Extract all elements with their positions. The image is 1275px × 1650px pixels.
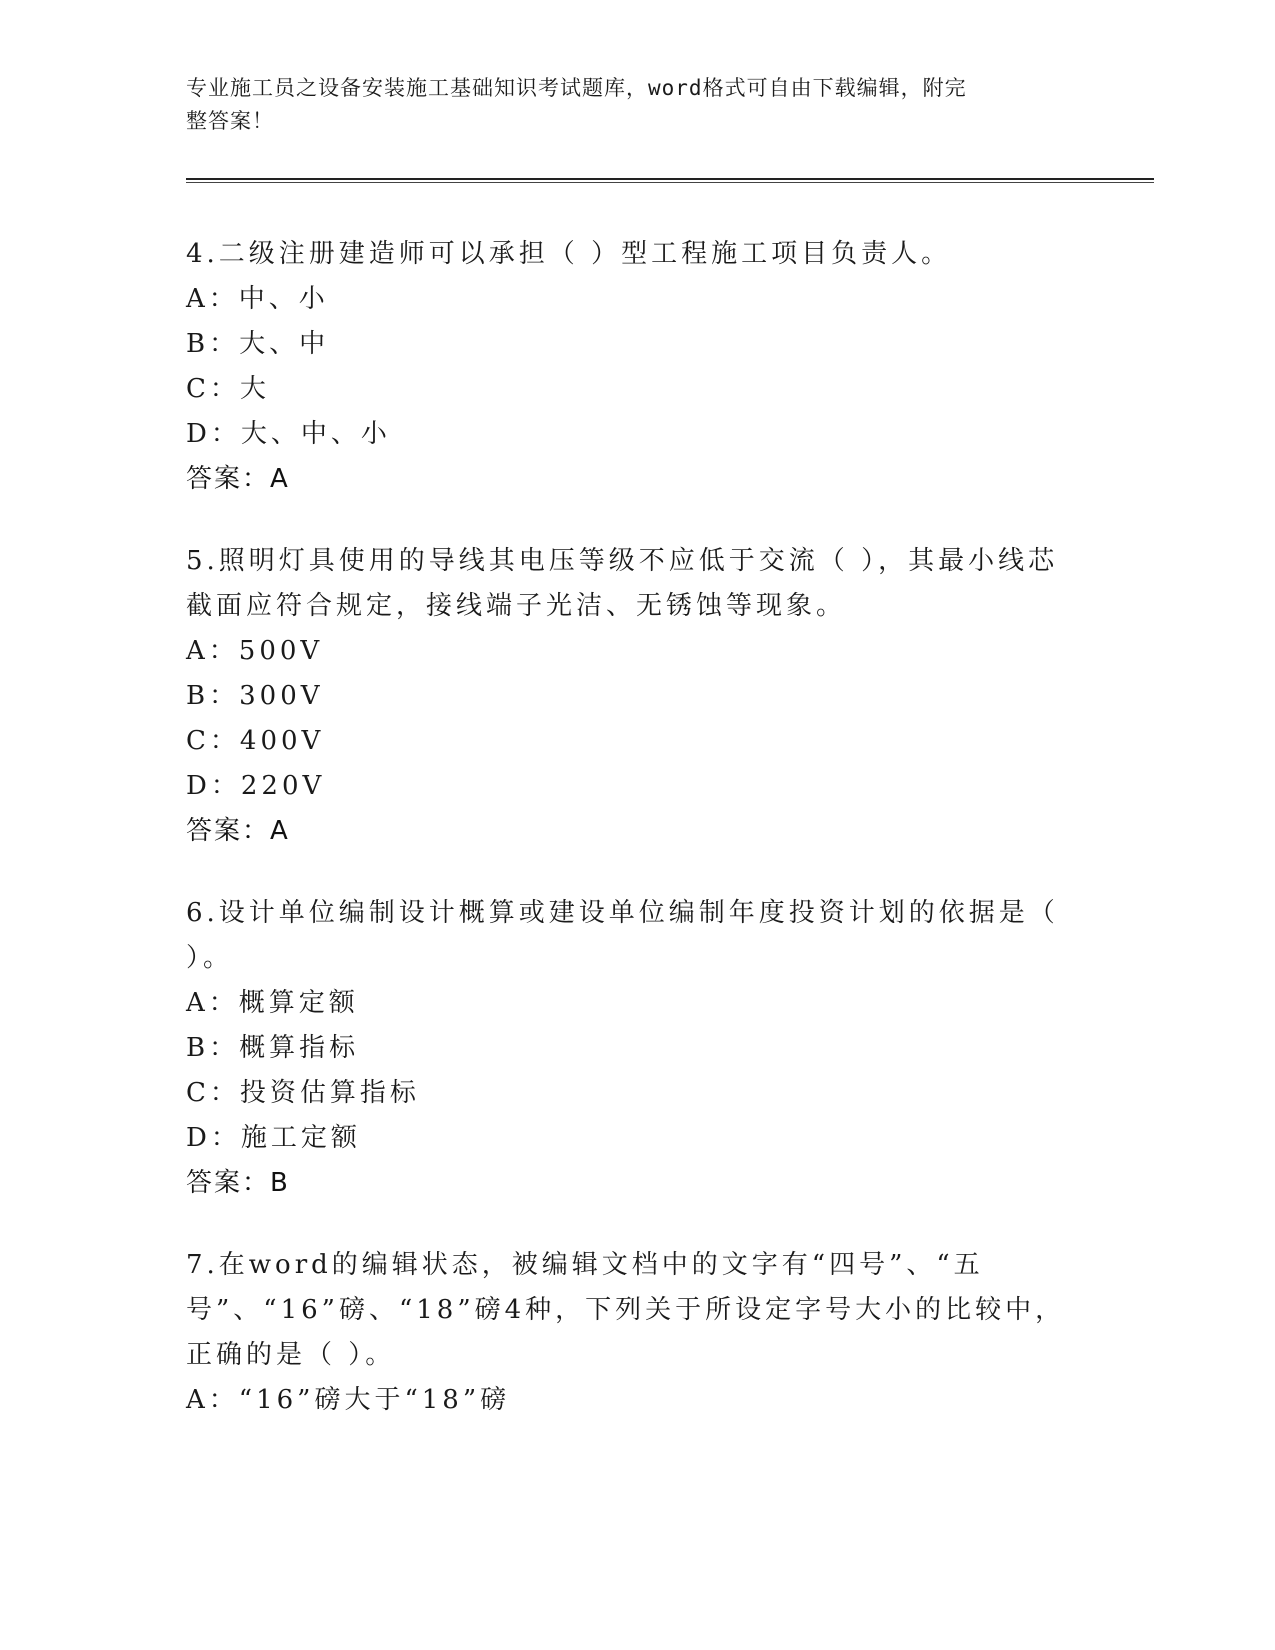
option-key: D： <box>186 1123 241 1153</box>
option-a <box>186 981 1086 1026</box>
option-key: C： <box>186 1078 240 1108</box>
option-c <box>186 367 1086 412</box>
option-b <box>186 322 1086 367</box>
question-6 <box>186 891 1086 1206</box>
question-text: 4.二级注册建造师可以承担（ ）型工程施工项目负责人。 <box>186 239 952 269</box>
option-key: A： <box>186 636 239 666</box>
question-list <box>186 232 1086 1460</box>
option-key: A： <box>186 1385 239 1415</box>
answer-line: 答案：B <box>186 1168 290 1198</box>
document-header <box>186 72 1066 138</box>
header-line-1: 专业施工员之设备安装施工基础知识考试题库，word格式可自由下载编辑，附完 <box>186 76 967 100</box>
option-text: 大、中 <box>239 329 330 359</box>
option-a <box>186 629 1086 674</box>
option-c <box>186 1071 1086 1116</box>
option-text: 投资估算指标 <box>239 1078 420 1108</box>
option-key: D： <box>186 771 241 801</box>
option-a <box>186 277 1086 322</box>
option-b <box>186 674 1086 719</box>
option-d <box>186 1116 1086 1161</box>
option-key: C： <box>186 374 240 404</box>
option-text: 大 <box>239 374 270 404</box>
option-text: 施工定额 <box>240 1123 361 1153</box>
question-text: 6.设计单位编制设计概算或建设单位编制年度投资计划的依据是（ ）。 <box>186 898 1059 973</box>
option-key: A： <box>186 988 239 1018</box>
option-text: 概算指标 <box>239 1033 360 1063</box>
option-text: 概算定额 <box>238 988 359 1018</box>
option-key: B： <box>186 329 240 359</box>
option-text: “16”磅大于“18”磅 <box>238 1385 511 1415</box>
option-key: B： <box>186 1033 240 1063</box>
option-a <box>186 1378 1086 1423</box>
option-text: 大、中、小 <box>240 419 391 449</box>
question-4 <box>186 232 1086 502</box>
option-d <box>186 412 1086 457</box>
option-d <box>186 764 1086 809</box>
option-key: A： <box>186 284 239 314</box>
option-text: 500V <box>238 636 324 666</box>
option-b <box>186 1026 1086 1071</box>
option-text: 220V <box>240 771 326 801</box>
answer-line: 答案：A <box>186 816 290 846</box>
question-text: 5.照明灯具使用的导线其电压等级不应低于交流（ ），其最小线芯截面应符合规定，接线端子光洁、无锈蚀等现象。 <box>186 546 1059 621</box>
question-text: 7.在word的编辑状态，被编辑文档中的文字有“四号”、“五号”、“16”磅、“18”磅4种，下列关于所设定字号大小的比较中，正确的是（ ）。 <box>186 1250 1066 1370</box>
option-key: C： <box>186 726 240 756</box>
option-key: B： <box>186 681 240 711</box>
option-text: 300V <box>239 681 324 711</box>
question-5 <box>186 539 1086 854</box>
header-line-2: 整答案！ <box>186 109 274 133</box>
option-text: 中、小 <box>238 284 329 314</box>
header-divider-thin <box>186 182 1154 183</box>
answer-line: 答案：A <box>186 464 290 494</box>
header-divider-thick <box>186 178 1154 180</box>
option-key: D： <box>186 419 241 449</box>
option-c <box>186 719 1086 764</box>
question-7 <box>186 1243 1086 1423</box>
option-text: 400V <box>239 726 325 756</box>
